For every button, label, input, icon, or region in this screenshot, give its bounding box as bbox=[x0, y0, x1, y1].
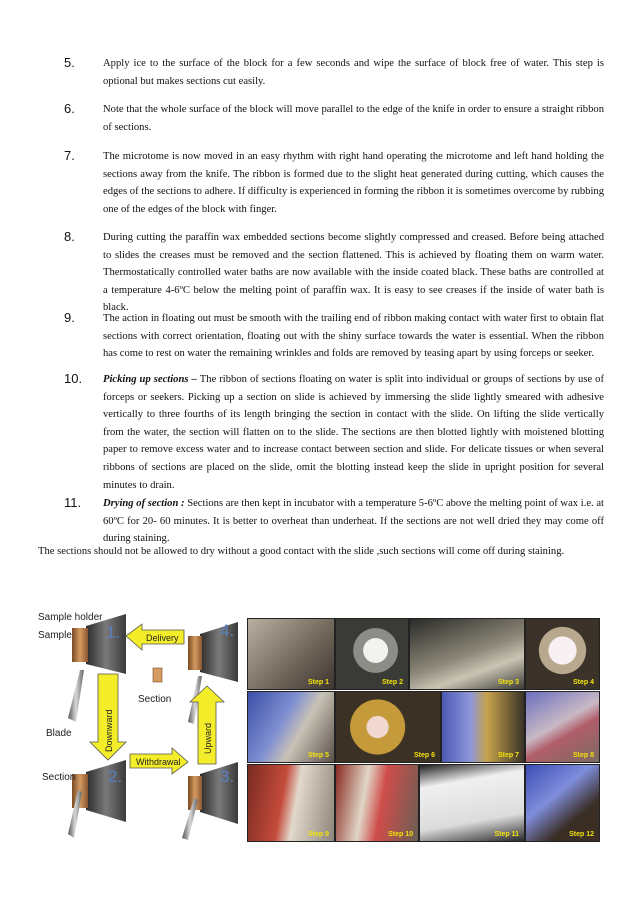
photo-step-4 bbox=[525, 618, 600, 690]
step-number: 11. bbox=[64, 495, 82, 510]
procedure-photo-grid bbox=[247, 606, 599, 840]
photo-step-2 bbox=[335, 618, 409, 690]
step-text: Drying of section : Sections are then kept in incubator with a temperature 5-6ºC above the melting point of wax i.e. at 60ºC for 20- 60 minutes. It is better to overheat than underheat. If the sections are not well dried they may come off during staining. bbox=[103, 498, 604, 545]
photo-step-label: Step 2 bbox=[381, 679, 403, 686]
photo-step-label: Step 3 bbox=[497, 679, 519, 686]
sample-label: Sample bbox=[38, 630, 72, 641]
photo-step-label: Step 7 bbox=[497, 752, 519, 759]
delivery-label: Delivery bbox=[146, 633, 179, 643]
section-piece bbox=[153, 668, 162, 682]
photo-step-9 bbox=[247, 764, 335, 842]
photo-step-label: Step 1 bbox=[307, 679, 329, 686]
step-number-4: 4. bbox=[220, 621, 235, 640]
photo-step-label: Step 4 bbox=[572, 679, 594, 686]
blade-label: Blade bbox=[46, 728, 72, 739]
step-number: 5. bbox=[64, 55, 75, 70]
photo-step-6 bbox=[335, 691, 441, 763]
photo-step-label: Step 5 bbox=[307, 752, 329, 759]
microtome-cycle-diagram bbox=[38, 606, 244, 840]
diagram-svg bbox=[38, 606, 244, 840]
photo-step-12 bbox=[525, 764, 600, 842]
section-label-mid: Section bbox=[138, 694, 172, 705]
step-text: The microtome is now moved in an easy rhythm with right hand operating the microtome and left hand holding the sections away from the knife. The ribbon is formed due to the slight heat generated during cutting, which causes the edges of the sections to adhere. If difficulty is experienced in forming the ribbon it is sometimes overcome by rubbing one of the edges of the block with finger. bbox=[103, 151, 604, 215]
photo-step-8 bbox=[525, 691, 600, 763]
photo-step-label: Step 6 bbox=[413, 752, 435, 759]
step-text: Note that the whole surface of the block will move parallel to the edge of the knife in order to ensure a straight ribbon of sections. bbox=[103, 104, 604, 133]
step-text: Picking up sections – The ribbon of sections floating on water is split into individual or groups of sections by use of forceps or seekers. Picking up a section on slide is achieved by immersing the slide lightly smeared with adhesive vertically to three fourths of its length bringing the section in contact with the slide. On lifting the slide vertically from the water, the section will flatten on to the slide. The sections are then blotted lightly with moistened blotting paper to remove excess water and to increase contact between section and slide. For delicate tissues or when several ribbons of sections are placed on the slide, omit the blotting instead keep the slide in upright position for several minutes to drain. bbox=[103, 374, 604, 491]
photo-step-7 bbox=[441, 691, 525, 763]
step-number-1: 1. bbox=[106, 623, 121, 642]
section-label-bottom: Section bbox=[42, 772, 76, 783]
photo-step-5 bbox=[247, 691, 335, 763]
step-text: Apply ice to the surface of the block for a few seconds and wipe the surface of block free of water. This step is optional but makes sections cut easily. bbox=[103, 58, 604, 87]
sample-holder-label: Sample holder bbox=[38, 612, 103, 623]
photo-step-10 bbox=[335, 764, 419, 842]
withdrawal-label: Withdrawal bbox=[136, 757, 181, 767]
photo-step-label: Step 9 bbox=[307, 831, 329, 838]
step-number: 7. bbox=[64, 148, 75, 163]
downward-label: Downward bbox=[104, 709, 114, 752]
photo-step-label: Step 12 bbox=[569, 831, 594, 838]
step-number: 10. bbox=[64, 371, 83, 386]
photo-step-label: Step 10 bbox=[388, 831, 413, 838]
photo-step-3 bbox=[409, 618, 525, 690]
blade-1 bbox=[68, 670, 84, 722]
step-text: During cutting the paraffin wax embedded sections become slightly compressed and creased. Before being attached to slides the creases must be removed and the section flattened. This is achieved by floating them on warm water. Thermostatically controlled water baths are now available with the inside coated black. These baths are controlled at a temperature 4-6ºC below the melting point of paraffin wax. It is easy to see creases if the inside of water bath is black. bbox=[103, 232, 604, 314]
step-number-3: 3. bbox=[220, 767, 235, 786]
step-number: 9. bbox=[64, 310, 75, 325]
step-number: 6. bbox=[64, 101, 75, 116]
step-number: 8. bbox=[64, 229, 75, 244]
step-text: The action in floating out must be smooth with the trailing end of ribbon making contact with water first to obtain flat sections with correct orientation, floating out with the shiny surface towards the water is essential. When the ribbon has come to rest on water the remaining wrinkles and folds are removed by teasing apart by using forceps or seeker. bbox=[103, 313, 604, 360]
closing-paragraph: The sections should not be allowed to dry without a good contact with the slide ,such sections will come off during staining. bbox=[38, 546, 565, 557]
photo-step-1 bbox=[247, 618, 335, 690]
photo-step-label: Step 11 bbox=[494, 831, 519, 838]
photo-step-label: Step 8 bbox=[572, 752, 594, 759]
upward-label: Upward bbox=[203, 722, 213, 754]
photo-step-11 bbox=[419, 764, 525, 842]
step-number-2: 2. bbox=[108, 767, 123, 786]
